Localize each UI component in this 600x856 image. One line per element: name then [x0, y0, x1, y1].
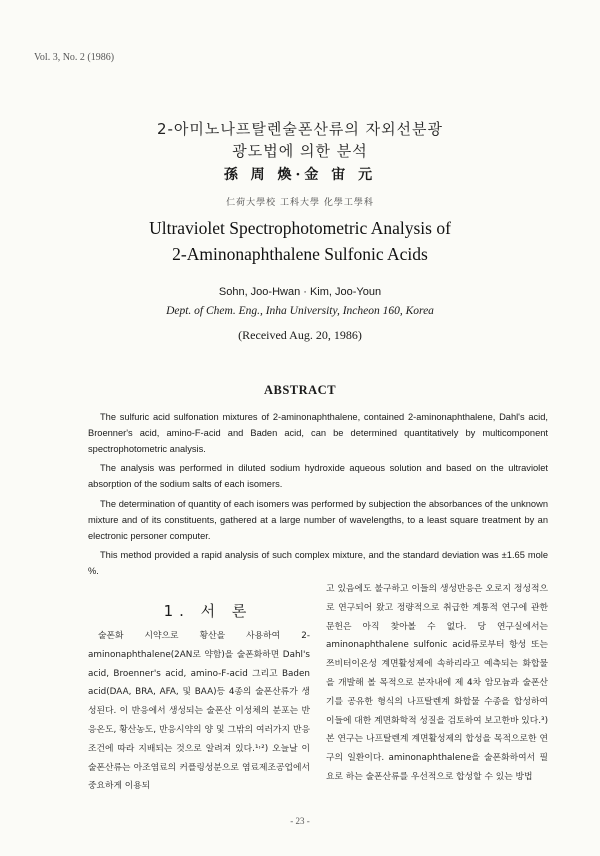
abstract-paragraph: This method provided a rapid analysis of such complex mixture, and the standard deviation was ±1.65 mole %. [88, 550, 548, 577]
journal-reference: Vol. 3, No. 2 (1986) [34, 52, 115, 63]
english-affiliation: Dept. of Chem. Eng., Inha University, Incheon 160, Korea [166, 305, 434, 317]
abstract-paragraph: The sulfuric acid sulfonation mixtures of 2-aminonaphthalene, contained 2-aminonaphthalene, Dahl's acid, Broenner's acid, amino-F-acid and Baden acid, can be determined quantitatively by multicomponent spectrophotometric analysis. [88, 412, 548, 454]
english-title-line-2: 2-Aminonaphthalene Sulfonic Acids [172, 244, 428, 264]
abstract-body [88, 410, 548, 584]
body-column-right [326, 580, 548, 787]
section-heading: 1. 서 론 [163, 602, 253, 620]
korean-title-line-2: 광도법에 의한 분석 [232, 142, 368, 160]
korean-title-line-1: 2-아미노나프탈렌술폰산류의 자외선분광 [156, 120, 444, 138]
abstract-heading: ABSTRACT [263, 383, 337, 397]
body-column-left [88, 627, 310, 796]
page-number: - 23 - [290, 816, 310, 826]
body-paragraph: 술폰화 시약으로 황산을 사용하여 2-aminonaphthalene(2AN로 약함)을 술폰화하면 Dahl's acid, Broenner's acid, amino-F-acid 그리고 Baden acid(DAA, BRA, AFA, 및 BAA)등 4종의 술폰산류가 생성된다. 이 반응에서 생성되는 술폰산 이성체의 분포는 반응온도, 황산농도, 반응시약의 양 및 그밖의 여러가지 반응조건에 따라 지배되는 것으로 알려져 있다.¹˒²) 오늘날 이 술폰산류는 아조염료의 커플링성분으로 염료제조공업에서 중요하게 이용되 [88, 631, 310, 792]
korean-authors: 孫 周 煥·金 宙 元 [223, 167, 377, 183]
abstract-paragraph: The analysis was performed in diluted sodium hydroxide aqueous solution and based on the ultraviolet absorption of the sodium salts of each isomers. [88, 463, 548, 490]
body-paragraph: 고 있음에도 불구하고 이들의 생성반응은 오로지 정성적으로 연구되어 왔고 정량적으로 취급한 계통적 연구에 관한 문헌은 아직 찾아볼 수 없다. 당 연구실에서는 aminonaphthalene sulfonic acid류로부터 항성 또는 쯔비터이온성 계면활성제에 속하리라고 예측되는 화합물을 개발해 볼 목적으로 분자내에 제 4차 암모늄과 술폰산기를 공유한 형식의 나프탈렌계 화합물 수종을 합성하여 이들에 대한 계면화학적 성질을 검토하여 보고한바 있다.³) 본 연구는 나프탈렌계 계면활성제의 합성을 목적으로한 연구의 일환이다. aminonaphthalene을 술폰화하여서 필요로 하는 술폰산류를 우선적으로 합성할 수 있는 방법 [326, 584, 548, 782]
english-title-line-1: Ultraviolet Spectrophotometric Analysis of [149, 218, 451, 238]
english-authors: Sohn, Joo-Hwan · Kim, Joo-Youn [218, 286, 382, 298]
korean-affiliation: 仁荷大學校 工科大學 化學工學科 [226, 198, 374, 208]
received-date: (Received Aug. 20, 1986) [238, 328, 362, 342]
abstract-paragraph: The determination of quantity of each isomers was performed by subjection the absorbances of the unknown mixture and of its constituents, gathered at a large number of wavelengths, to a least square treatment by an electronic personer computer. [88, 498, 548, 541]
